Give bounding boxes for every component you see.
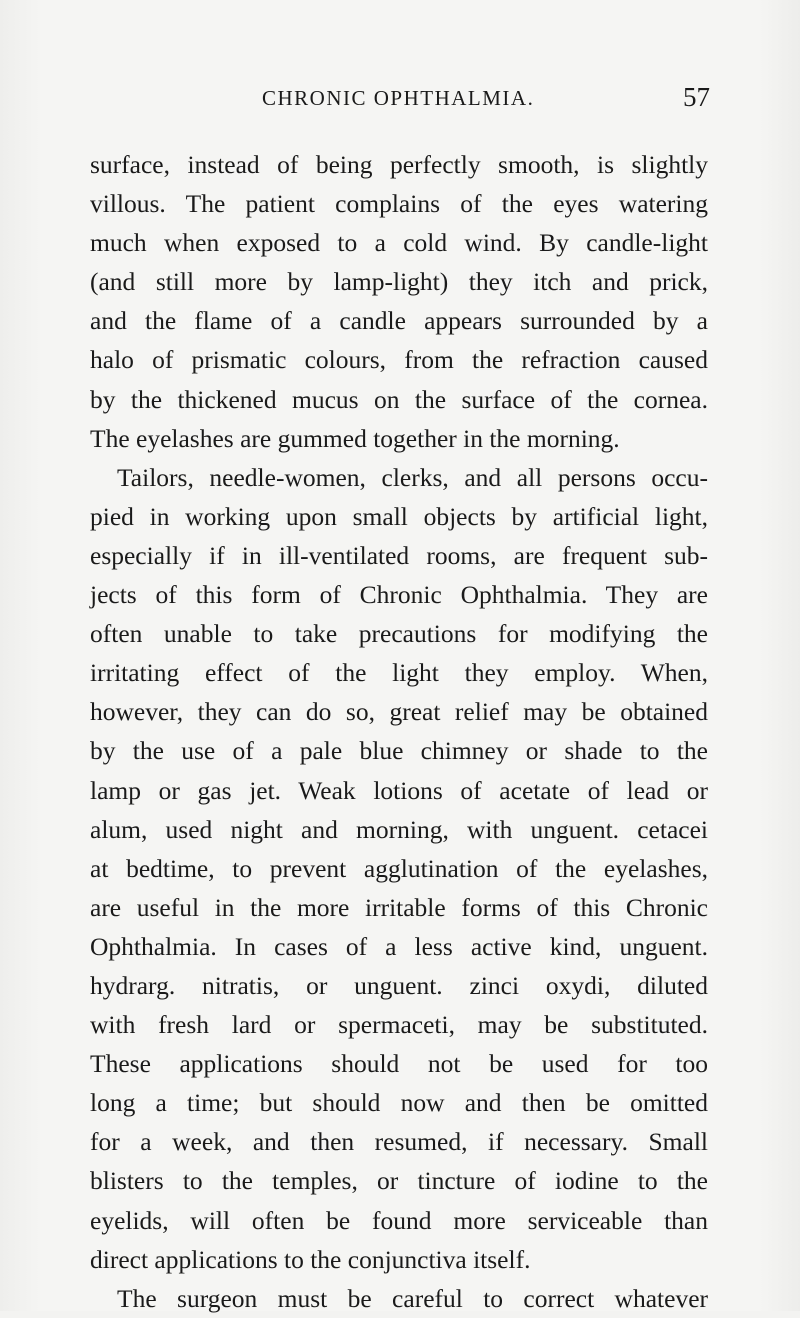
text-line: much when exposed to a cold wind. By candle-light xyxy=(90,228,708,258)
text-line: with fresh lard or spermaceti, may be substituted. xyxy=(90,1010,708,1040)
text-line: halo of prismatic colours, from the refraction caused xyxy=(90,345,708,375)
text-line: Tailors, needle-women, clerks, and all persons occu- xyxy=(117,462,708,492)
text-line: however, they can do so, great relief may be obtained xyxy=(90,697,708,727)
text-line: pied in working upon small objects by artificial light, xyxy=(90,501,708,531)
running-title: CHRONIC OPHTHALMIA. xyxy=(262,86,535,110)
running-head xyxy=(90,82,710,116)
text-line: alum, used night and morning, with unguent. cetacei xyxy=(90,814,708,844)
text-line: villous. The patient complains of the eyes watering xyxy=(90,189,708,219)
text-line: long a time; but should now and then be omitted xyxy=(90,1088,708,1118)
text-line: blisters to the temples, or tincture of iodine to the xyxy=(90,1166,708,1196)
text-line: Ophthalmia. In cases of a less active kind, unguent. xyxy=(90,931,708,961)
text-line: especially if in ill-ventilated rooms, are frequent sub- xyxy=(90,540,708,570)
text-line: often unable to take precautions for modifying the xyxy=(90,619,708,649)
text-line: are useful in the more irritable forms of this Chronic xyxy=(90,892,708,922)
text-line: jects of this form of Chronic Ophthalmia. They are xyxy=(90,580,708,610)
text-line: at bedtime, to prevent agglutination of the eyelashes, xyxy=(90,853,708,883)
text-line: lamp or gas jet. Weak lotions of acetate of lead or xyxy=(90,775,708,805)
text-line: The eyelashes are gummed together in the morning. xyxy=(90,423,620,453)
text-line: The surgeon must be careful to correct whatever xyxy=(117,1283,708,1313)
body-text xyxy=(90,145,708,1318)
text-line: direct applications to the conjunctiva itself. xyxy=(90,1244,531,1274)
text-line: surface, instead of being perfectly smooth, is slightly xyxy=(90,150,708,179)
text-line: (and still more by lamp-light) they itch and prick, xyxy=(90,267,708,297)
page-number: 57 xyxy=(683,82,710,112)
text-line: irritating effect of the light they employ. When, xyxy=(90,658,708,688)
text-line: eyelids, will often be found more serviceable than xyxy=(90,1205,708,1235)
text-line: for a week, and then resumed, if necessary. Small xyxy=(90,1127,708,1157)
text-line: These applications should not be used for too xyxy=(90,1049,708,1079)
text-line: by the use of a pale blue chimney or shade to the xyxy=(90,736,708,766)
text-line: and the flame of a candle appears surrounded by a xyxy=(90,306,708,336)
text-line: hydrarg. nitratis, or unguent. zinci oxydi, diluted xyxy=(90,970,708,1000)
text-line: by the thickened mucus on the surface of the cornea. xyxy=(90,384,708,414)
